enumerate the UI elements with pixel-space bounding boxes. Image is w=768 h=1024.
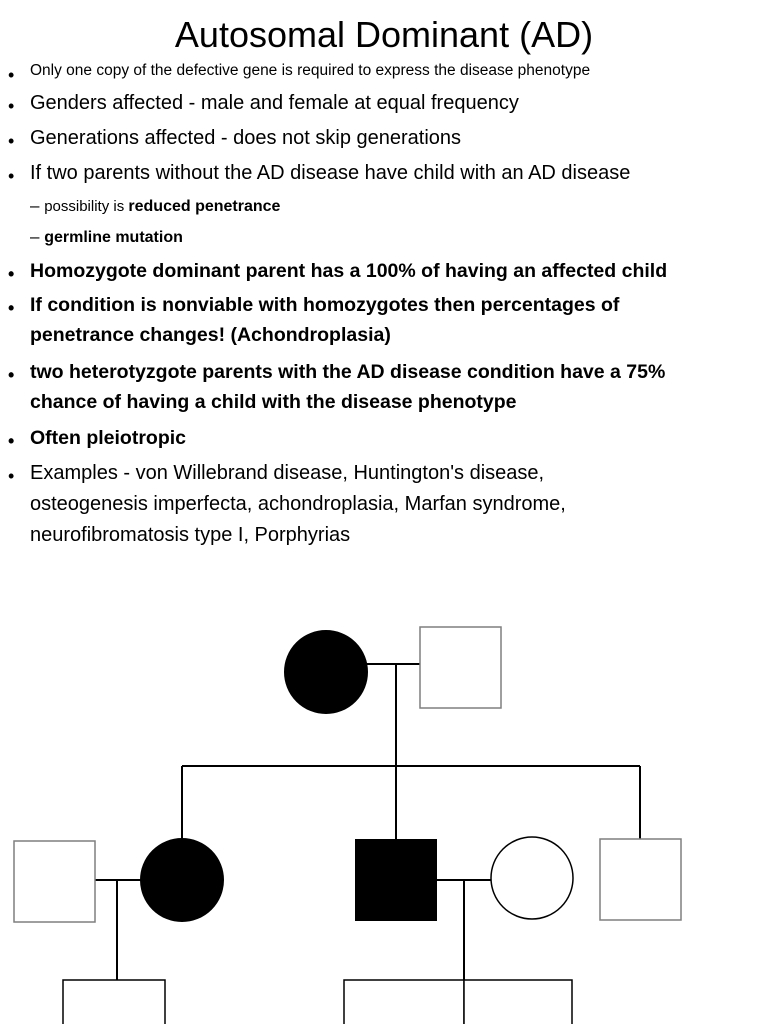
bullet-item <box>8 458 763 550</box>
bullet-dot: • <box>8 65 15 85</box>
bullet-dot: • <box>8 96 15 116</box>
bullet-text-cont: penetrance changes! (Achondroplasia) <box>30 324 391 346</box>
bullet-item <box>8 88 763 118</box>
unaffected-male <box>14 841 95 922</box>
bullet-text-cont: osteogenesis imperfecta, achondroplasia, Marfan syndrome, <box>30 493 566 515</box>
bullet-text: Often pleiotropic <box>30 427 186 449</box>
unaffected-male <box>63 980 165 1024</box>
affected-male <box>356 840 436 920</box>
bullet-dot: • <box>8 166 15 186</box>
bullet-dot: • <box>8 466 15 486</box>
bullet-text: If two parents without the AD disease have child with an AD disease <box>30 162 631 184</box>
sub-bullet-bold: germline mutation <box>44 229 183 246</box>
bullet-dot: • <box>8 131 15 151</box>
bullet-item <box>8 256 763 286</box>
bullet-item <box>8 290 763 350</box>
bullet-text: two heterotyzgote parents with the AD disease condition have a 75% <box>30 361 666 383</box>
bullet-text-cont: neurofibromatosis type I, Porphyrias <box>30 524 351 546</box>
bullet-text: Generations affected - does not skip generations <box>30 127 462 149</box>
bullet-text: Homozygote dominant parent has a 100% of having an affected child <box>30 260 668 282</box>
affected-female <box>285 631 367 713</box>
unaffected-male <box>420 627 501 708</box>
bullet-text: If condition is nonviable with homozygotes then percentages of <box>30 294 620 316</box>
unaffected-male <box>600 839 681 920</box>
unaffected-female <box>491 837 573 919</box>
bullet-item <box>8 60 763 84</box>
sub-bullet-item <box>30 194 280 219</box>
bullet-text: Examples - von Willebrand disease, Huntington's disease, <box>30 462 545 484</box>
sub-bullet-text: possibility is <box>44 198 129 215</box>
bullet-text: Genders affected - male and female at equal frequency <box>30 92 519 114</box>
unaffected-male <box>464 980 572 1024</box>
pedigree-chart <box>0 560 768 1024</box>
bullet-item <box>8 158 763 188</box>
pedigree-lines <box>95 664 640 980</box>
sub-bullet-bold: reduced penetrance <box>128 198 281 215</box>
bullet-text: Only one copy of the defective gene is required to express the disease phenotype <box>30 62 591 79</box>
sub-bullet-dash: – <box>30 196 45 215</box>
bullet-dot: • <box>8 298 15 318</box>
bullet-item <box>8 423 763 453</box>
bullet-item <box>8 123 763 153</box>
slide-title: Autosomal Dominant (AD) <box>174 14 594 55</box>
sub-bullet-item <box>30 225 183 250</box>
sub-bullet-dash: – <box>30 227 45 246</box>
bullet-item <box>8 357 763 417</box>
affected-female <box>141 839 223 921</box>
bullet-text-cont: chance of having a child with the disease phenotype <box>30 391 517 413</box>
unaffected-male <box>344 980 464 1024</box>
bullet-dot: • <box>8 264 15 284</box>
bullet-dot: • <box>8 365 15 385</box>
bullet-dot: • <box>8 431 15 451</box>
